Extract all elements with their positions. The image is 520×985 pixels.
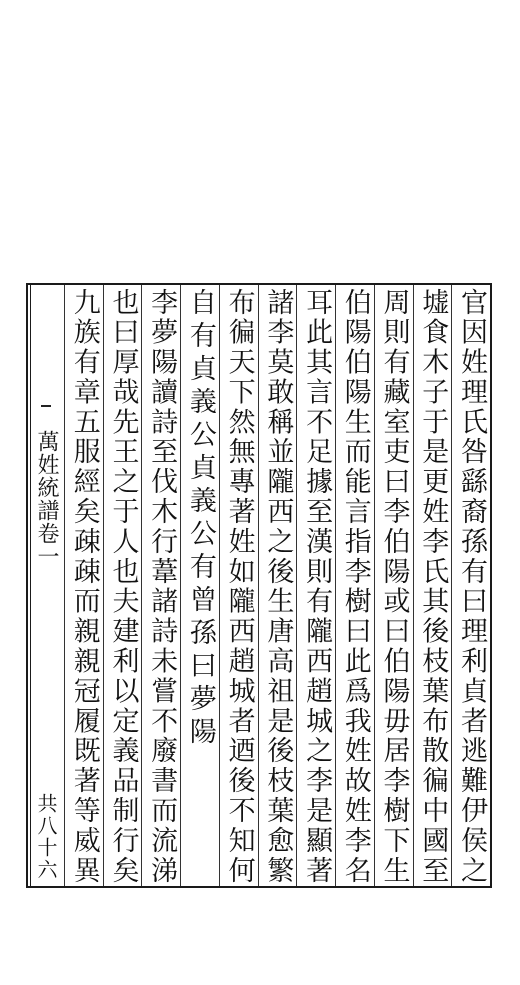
column-rule	[296, 285, 297, 886]
column-rule	[335, 285, 336, 886]
text-column-4: 伯陽伯陽生而能言指李樹曰此爲我姓故姓李名	[339, 288, 371, 883]
column-rule	[258, 285, 259, 886]
column-rule	[219, 285, 220, 886]
text-column-3: 周則有藏室吏曰李伯陽或曰伯陽毋居李樹下生	[378, 288, 410, 883]
text-column-7: 布徧天下然無專著姓如隴西趙城者迺後不知何	[223, 288, 255, 883]
column-rule	[451, 285, 452, 886]
text-column-6: 諸李莫敢稱並隴西之後生唐高祖是後枝葉愈繁	[262, 288, 294, 883]
column-rule	[103, 285, 104, 886]
text-column-1: 官因姓理氏咎繇裔孫有曰理利貞者逃難伊侯之	[455, 288, 487, 883]
column-rule	[180, 285, 181, 886]
text-column-5: 耳此其言不足據至漢則有隴西趙城之李是顯著	[301, 288, 333, 883]
text-column-8: 自有貞義公貞義公有曾孫曰夢陽	[184, 288, 216, 750]
book-title: 萬姓統譜卷一	[34, 430, 59, 568]
fish-tail-mark	[41, 405, 51, 421]
column-rule	[413, 285, 414, 886]
text-column-11: 九族有章五服經矣疎疎而親親冠履既著等威異	[68, 288, 100, 883]
gutter	[31, 285, 61, 886]
column-rule	[374, 285, 375, 886]
gutter-rule	[64, 285, 65, 886]
folio-number: 共八十六	[34, 793, 58, 881]
text-column-10: 也曰厚哉先王之于人也夫建利以定義品制行矣	[107, 288, 139, 883]
column-rule	[141, 285, 142, 886]
text-column-9: 李夢陽讀詩至伐木行葦諸詩未嘗不廢書而流涕	[146, 288, 178, 883]
text-column-2: 墟食木子于是更姓李氏其後枝葉布散徧中國至	[417, 288, 449, 883]
